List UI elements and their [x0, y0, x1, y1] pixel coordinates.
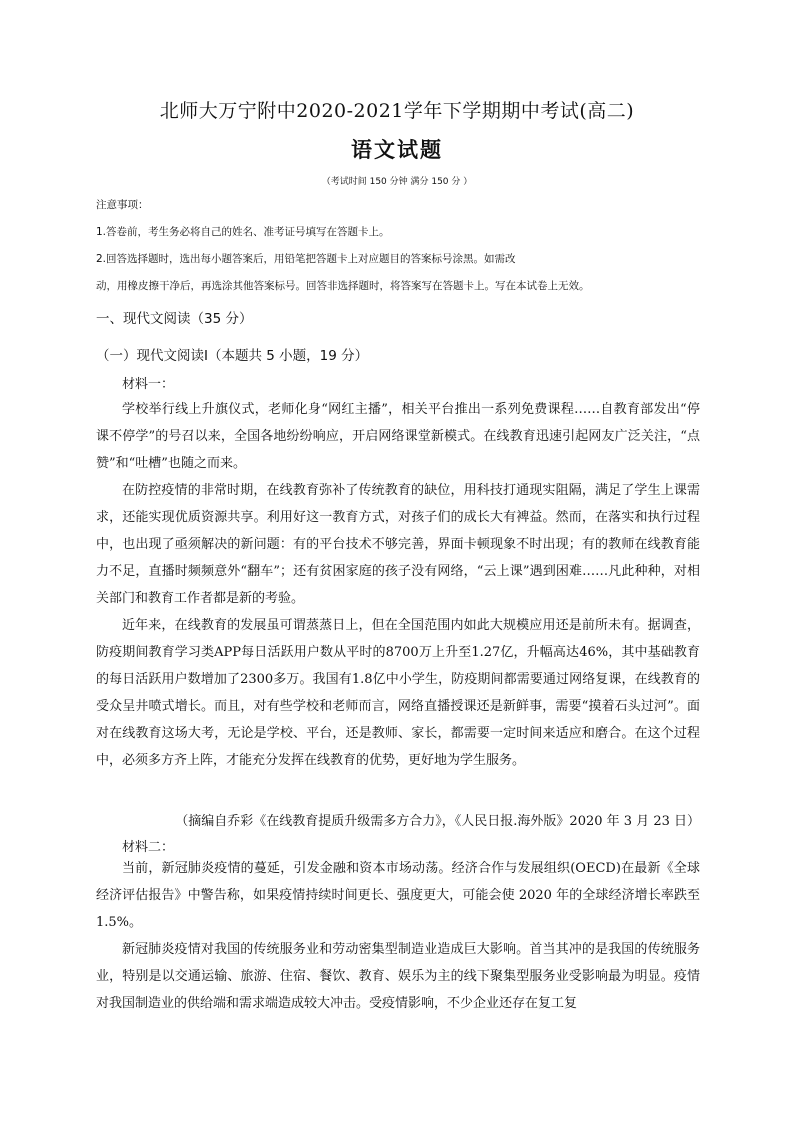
material-2-paragraph-2: 新冠肺炎疫情对我国的传统服务业和劳动密集型制造业造成巨大影响。首当其冲的是我国的传统服务业，特别是以交通运输、旅游、住宿、餐饮、教育、娱乐为主的线下聚集型服务业受影响最为明显。疫情对我国制造业的供给端和需求端造成较大冲击。受疫情影响，不少企业还存在复工复 [96, 942, 700, 1011]
exam-title: 北师大万宁附中2020-2021学年下学期期中考试(高二) [159, 100, 635, 122]
material-1-body [96, 396, 700, 774]
material-2-label: 材料二： [122, 840, 175, 855]
material-1-paragraph-2: 在防控疫情的非常时期，在线教育弥补了传统教育的缺位，用科技打通现实阻隔，满足了学生上课需求，还能实现优质资源共享。利用好这一教育方式，对孩子们的成长大有裨益。然而，在落实和执行过程中，也出现了亟须解决的新问题：有的平台技术不够完善，界面卡顿现象不时出现；有的教师在线教育能力不足，直播时频频意外“翻车”；还有贫困家庭的孩子没有网络，“云上课”遇到困难……凡此种种，对相关部门和教育工作者都是新的考验。 [96, 483, 700, 606]
notice-item-1: 1.答卷前，考生务必将自己的姓名、准考证号填写在答题卡上。 [96, 226, 390, 238]
material-1-source: （摘编自乔彩《在线教育提质升级需多方合力》，《人民日报.海外版》2020 年 3 月 23 日） [175, 814, 700, 829]
notice-title: 注意事项： [96, 199, 149, 211]
subject-title: 语文试题 [351, 137, 443, 162]
material-2-paragraph-1: 当前，新冠肺炎疫情的蔓延，引发金融和资本市场动荡。经济合作与发展组织(OECD)在最新《全球经济评估报告》中警告称，如果疫情持续时间更长、强度更大，可能会使 2020 年的全球经济增长率跌至 1.5%。 [96, 861, 700, 930]
material-1-paragraph-3: 近年来，在线教育的发展虽可谓蒸蒸日上，但在全国范围内如此大规模应用还是前所未有。据调查，防疫期间教育学习类APP每日活跃用户数从平时的8700万上升至1.27亿，升幅高达46%，其中基础教育的每日活跃用户数增加了2300多万。我国有1.8亿中小学生，防疫期间都需要通过网络复课，在线教育的受众呈井喷式增长。而且，对有些学校和老师而言，网络直播授课还是新鲜事，需要“摸着石头过河”。面对在线教育这场大考，无论是学校、平台，还是教师、家长，都需要一定时间来适应和磨合。在这个过程中，必须多方齐上阵，才能充分发挥在线教育的优势，更好地为学生服务。 [96, 618, 700, 768]
section-subheading: （一）现代文阅读Ⅰ（本题共 5 小题，19 分） [96, 348, 369, 364]
section-heading: 一、现代文阅读（35 分） [96, 311, 253, 327]
material-2-body [96, 855, 700, 1017]
material-1-label: 材料一： [122, 377, 175, 392]
notice-item-2-line-2: 动，用橡皮擦干净后，再选涂其他答案标号。回答非选择题时，将答案写在答题卡上。写在本试卷上无效。 [96, 280, 590, 292]
exam-info: （考试时间 150 分钟 满分 150 分 ） [321, 177, 473, 187]
notice-item-2-line-1: 2.回答选择题时，选出每小题答案后，用铅笔把答题卡上对应题目的答案标号涂黑。如需改 [96, 253, 516, 265]
material-1-paragraph-1: 学校举行线上升旗仪式，老师化身“网红主播”，相关平台推出一系列免费课程……自教育部发出“停课不停学”的号召以来，全国各地纷纷响应，开启网络课堂新模式。在线教育迅速引起网友广泛关注，“点赞”和“吐槽”也随之而来。 [96, 402, 700, 471]
